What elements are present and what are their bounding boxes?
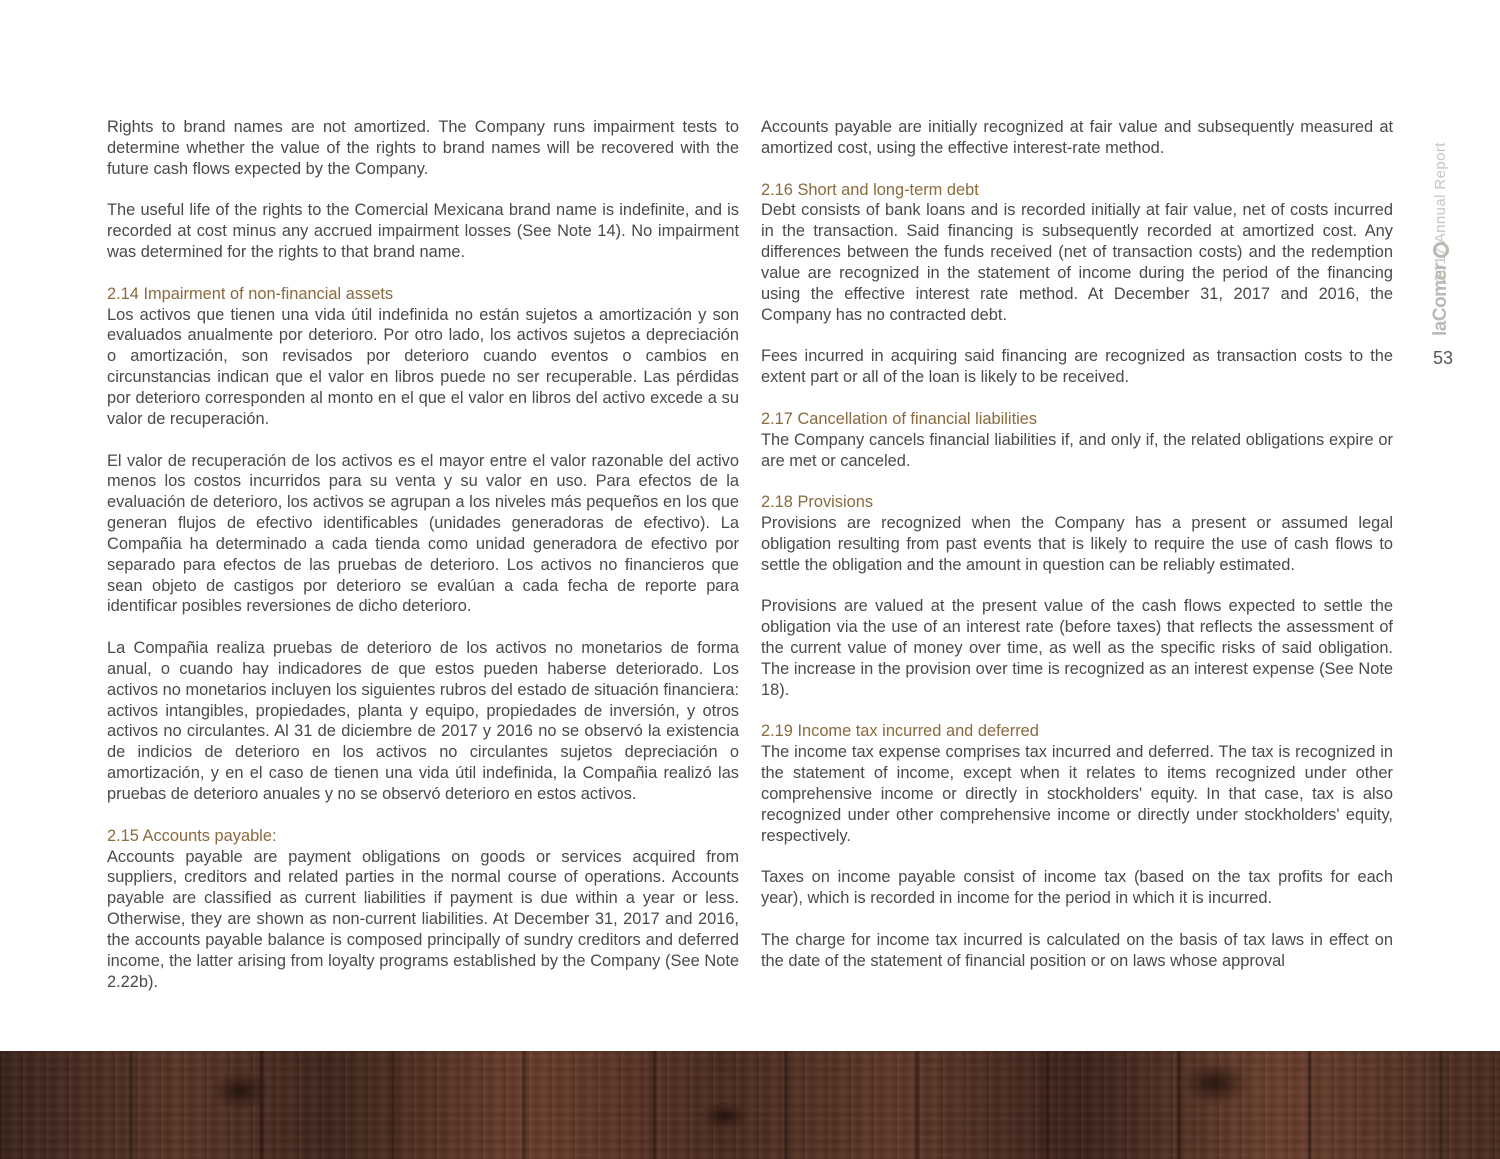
heading-2-16: 2.16 Short and long-term debt [761, 180, 979, 199]
wood-knot [700, 1101, 750, 1131]
page-number: 53 [1432, 348, 1454, 368]
paragraph-useful-life: The useful life of the rights to the Comercial Mexicana brand name is indefinite, and is recorded at cost minus any accrued impairment losses (See Note 14). No impairment was determined for the rights to that brand name. [107, 201, 739, 262]
paragraph-2-18-a: Provisions are recognized when the Company has a present or assumed legal obligation resulting from past events that is likely to require the use of cash flows to settle the obligation and the amount in question can be reliably estimated. [761, 514, 1393, 574]
heading-2-18: 2.18 Provisions [761, 493, 874, 512]
paragraph-accounts-payable-measurement: Accounts payable are initially recognized at fair value and subsequently measured at amortized cost, using the effective interest-rate method. [761, 118, 1393, 157]
left-column [107, 117, 739, 1013]
heading-2-19: 2.19 Income tax incurred and deferred [761, 722, 1039, 741]
wood-knot [210, 1071, 270, 1111]
paragraph-2-14-b: El valor de recuperación de los activos es el mayor entre el valor razonable del activo menos los costos incurridos para su venta y su valor en uso. Para efectos de la evaluación de deterioro, los activos se agrupan a los niveles más pequeños en los que generan flujos de efectivo identificables (unidades generadoras de efectivo). La Compañia ha determinado a cada tienda como unidad generadora de efectivo por separado para efectos de las pruebas de deterioro. Los activos no financieros que sean objeto de castigos por deterioro se evalúan a cada fecha de reporte para identificar posibles reversiones de dicho deterioro. [107, 451, 739, 616]
paragraph-2-16-b: Fees incurred in acquiring said financing are recognized as transaction costs to the extent part or all of the loan is likely to be received. [761, 347, 1393, 387]
heading-2-14: 2.14 Impairment of non-financial assets [107, 284, 394, 303]
wood-knot [1180, 1061, 1250, 1106]
brand-name: laComer [1430, 263, 1451, 336]
heading-2-17: 2.17 Cancellation of financial liabilities [761, 409, 1038, 428]
heading-2-15: 2.15 Accounts payable: [107, 826, 277, 845]
paragraph-2-15: Accounts payable are payment obligations on goods or services acquired from suppliers, creditors and related parties in the normal course of operations. Accounts payable are classified as current liabilities if payment is due within a year or less. Otherwise, they are shown as non-current liabilities. At December 31, 2017 and 2016, the accounts payable balance is composed principally of sundry creditors and deferred income, the latter arising from loyalty programs established by the Company (See Note 2.22b). [107, 847, 739, 991]
paragraph-2-19-a: The income tax expense comprises tax incurred and deferred. The tax is recognized in the statement of income, except when it relates to items recognized under other comprehensive income or directly in stockholders' equity. In that case, tax is also recognized under other comprehensive income or directly under stockholders' equity, respectively. [761, 743, 1393, 845]
paragraph-2-18-b: Provisions are valued at the present value of the cash flows expected to settle the obligation via the use of an interest rate (before taxes) that reflects the assessment of the current value of money over time, as well as the specific risks of said obligation. The increase in the provision over time is recognized as an interest expense (See Note 18). [761, 597, 1393, 699]
brand-logo [1430, 242, 1452, 336]
wood-footer-banner [0, 1051, 1500, 1159]
paragraph-2-14-c: La Compañia realiza pruebas de deterioro de los activos no monetarios de forma anual, o cuando hay indicadores de que estos pueden haberse deteriorado. Los activos no monetarios incluyen los siguientes rubros del estado de situación financiera: activos intangibles, propiedades, planta y equipo, propiedades de inversión, y otros activos no circulantes. Al 31 de diciembre de 2017 y 2016 no se observó la existencia de indicios de deterioro en los activos no circulantes sujetos depreciación o amortización, y en el caso de tienen una vida útil indefinida, la Compañia realizó las pruebas de deterioro anuales y no se observó deterioro en estos activos. [107, 639, 739, 803]
brand-mark-icon [1433, 242, 1449, 258]
paragraph-2-16-a: Debt consists of bank loans and is recorded initially at fair value, net of costs incurred in the transaction. Said financing is subsequently recorded at amortized cost. Any differences between the funds received (net of transaction costs) and the redemption value are recognized in the statement of income during the period of the financing using the effective interest rate method. At December 31, 2017 and 2016, the Company has no contracted debt. [761, 201, 1393, 324]
report-label: 2017 Annual Report [1432, 142, 1449, 282]
paragraph-brand-rights: Rights to brand names are not amortized. The Company runs impairment tests to determine whether the value of the rights to brand names will be recovered with the future cash flows expected by the Company. [107, 118, 739, 178]
right-column [761, 117, 1393, 992]
page-sidebar [1420, 60, 1464, 380]
paragraph-2-17: The Company cancels financial liabilities if, and only if, the related obligations expire or are met or canceled. [761, 430, 1393, 470]
paragraph-2-14-a: Los activos que tienen una vida útil indefinida no están sujetos a amortización y son evaluados anualmente por deterioro. Por otro lado, los activos sujetos a depreciación o amortización, son revisados por deterioro cuando eventos o cambios en circunstancias indican que el valor en libros puede no ser recuperable. Las pérdidas por deterioro corresponden al monto en el que el valor en libros del activo excede a su valor de recuperación. [107, 305, 739, 428]
paragraph-2-19-b: Taxes on income payable consist of income tax (based on the tax profits for each year), which is recorded in income for the period in which it is incurred. [761, 868, 1393, 908]
paragraph-2-19-c: The charge for income tax incurred is calculated on the basis of tax laws in effect on the date of the statement of financial position or on laws whose approval [761, 930, 1393, 970]
